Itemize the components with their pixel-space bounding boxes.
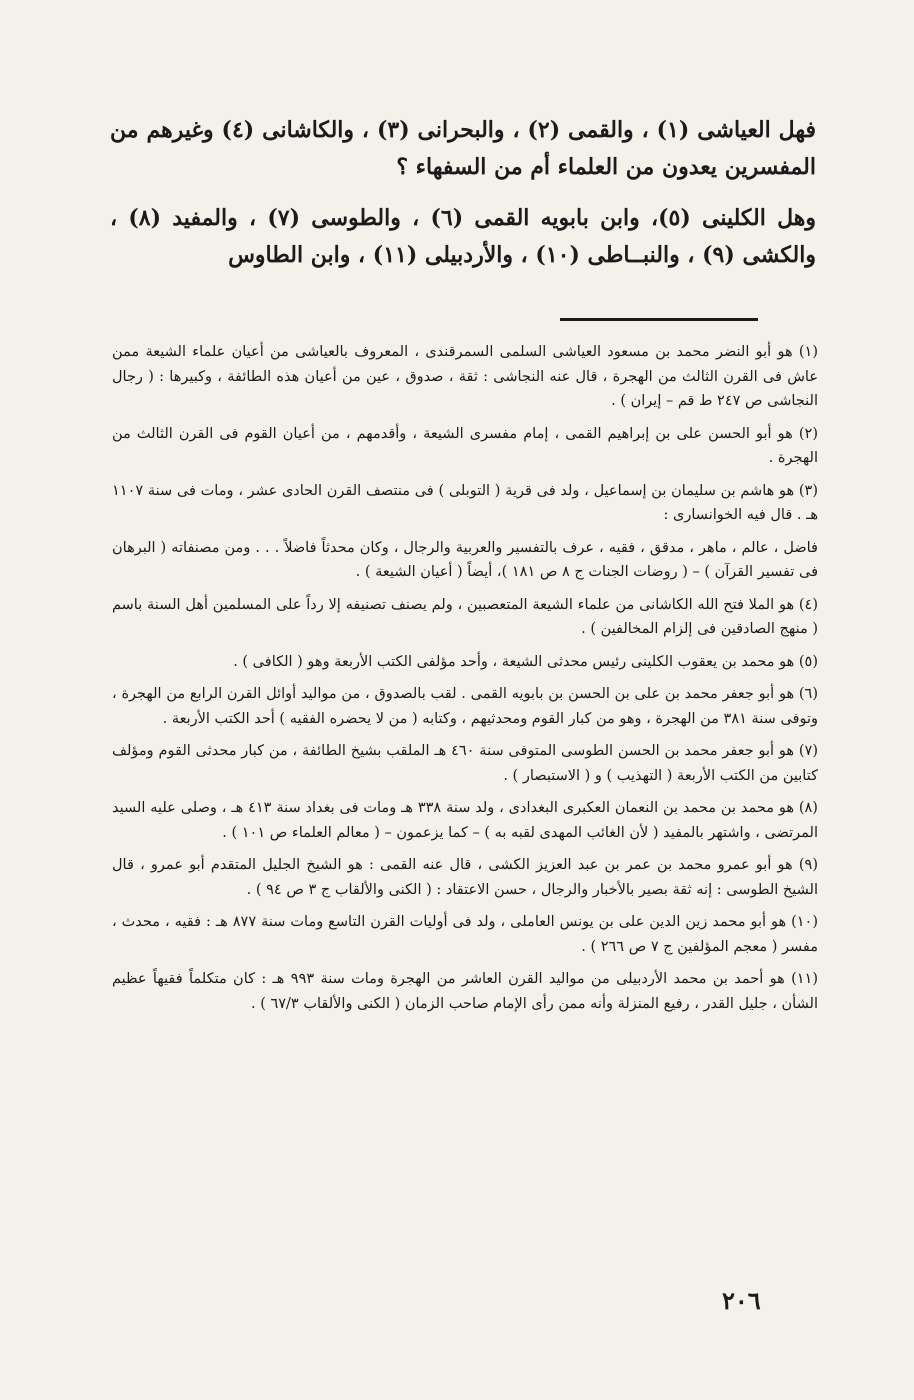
footnote-5: (٥) هو محمد بن يعقوب الكلينى رئيس محدثى الشيعة ، وأحد مؤلفى الكتب الأربعة وهو ( الكافى ) . — [233, 653, 818, 670]
footnotes — [112, 340, 818, 1024]
footnote-1: (١) هو أبو النضر محمد بن مسعود العياشى السلمى السمرقندى ، المعروف بالعياشى من أعيان علماء الشيعة ممن عاش فى القرن الثالث من الهجرة ، قال عنه النجاشى : ثقة ، صدوق ، عين من أعيان هذه الطائفة ، وكبيرها : ( رجال النجاشى ص ٢٤٧ ط قم – إيران ) . — [112, 344, 818, 409]
footnote-11: (١١) هو أحمد بن محمد الأردبيلى من مواليد القرن العاشر من الهجرة ومات سنة ٩٩٣ هـ : كان متكلماً فقيهاً عظيم الشأن ، جليل القدر ، رفيع المنزلة وأنه ممن رأى الإمام صاحب الزمان ( الكنى والألقاب ٦٧/٣ ) . — [112, 971, 818, 1012]
page-number: ٢٠٦ — [722, 1286, 761, 1315]
footnote-7: (٧) هو أبو جعفر محمد بن الحسن الطوسى المتوفى سنة ٤٦٠ هـ الملقب بشيخ الطائفة ، من كبار محدثى القوم ومؤلف كتابين من الكتب الأربعة ( التهذيب ) و ( الاستبصار ) . — [112, 743, 818, 784]
main-text — [110, 112, 816, 288]
footnote-6: (٦) هو أبو جعفر محمد بن على بن الحسن بن بابويه القمى . لقب بالصدوق ، من مواليد أوائل القرن الرابع من الهجرة ، وتوفى سنة ٣٨١ من الهجرة ، وهو من كبار القوم ومحدثيهم ، وكتابه ( من لا يحضره الفقيه ) أحد الكتب الأربعة . — [112, 686, 818, 727]
footnote-9: (٩) هو أبو عمرو محمد بن عمر بن عبد العزيز الكشى ، قال عنه القمى : هو الشيخ الجليل المتقدم أبو عمرو ، قال الشيخ الطوسى : إنه ثقة بصير بالأخبار والرجال ، حسن الاعتقاد : ( الكنى والألقاب ج ٣ ص ٩٤ ) . — [112, 857, 818, 898]
footnote-2: (٢) هو أبو الحسن على بن إبراهيم القمى ، إمام مفسرى الشيعة ، وأقدمهم ، من أعيان القوم فى القرن الثالث من الهجرة . — [112, 425, 818, 466]
footnote-8: (٨) هو محمد بن محمد بن النعمان العكبرى البغدادى ، ولد سنة ٣٣٨ هـ ومات فى بغداد سنة ٤١٣ هـ ، وصلى عليه السيد المرتضى ، واشتهر بالمفيد ( لأن الغائب المهدى لقبه به ) – كما يزعمون – ( معالم العلماء ص ١٠١ ) . — [112, 800, 818, 841]
footnote-4: (٤) هو الملا فتح الله الكاشانى من علماء الشيعة المتعصبين ، ولم يصنف تصنيفه إلا رداً على المسلمين أهل السنة باسم ( منهج الصادقين فى إلزام المخالفين ) . — [112, 596, 818, 637]
main-paragraph: فهل العياشى (١) ، والقمى (٢) ، والبحرانى (٣) ، والكاشانى (٤) وغيرهم من المفسرين يعدون من العلماء أم من السفهاء ؟ — [110, 117, 816, 180]
main-paragraph: وهل الكلينى (٥)، وابن بابويه القمى (٦) ، والطوسى (٧) ، والمفيد (٨) ، والكشى (٩) ، والنبــاطى (١٠) ، والأردبيلى (١١) ، وابن الطاوس — [110, 205, 816, 268]
footnote-3: (٣) هو هاشم بن سليمان بن إسماعيل ، ولد فى قرية ( التوبلى ) فى منتصف القرن الحادى عشر ، ومات فى سنة ١١٠٧ هـ . قال فيه الخوانسارى : — [112, 482, 818, 523]
footnote-10: (١٠) هو أبو محمد زين الدين على بن يونس العاملى ، ولد فى أوليات القرن التاسع ومات سنة ٨٧٧ هـ : فقيه ، محدث ، مفسر ( معجم المؤلفين ج ٧ ص ٢٦٦ ) . — [112, 914, 818, 955]
footnote-separator — [560, 318, 758, 321]
footnote-3-quote: فاضل ، عالم ، ماهر ، مدقق ، فقيه ، عرف بالتفسير والعربية والرجال ، وكان محدثاً فاضلاً . . . ومن مصنفاته ( البرهان فى تفسير القرآن ) – ( روضات الجنات ج ٨ ص ١٨١ )، أيضاً ( أعيان الشيعة ) . — [112, 539, 818, 580]
